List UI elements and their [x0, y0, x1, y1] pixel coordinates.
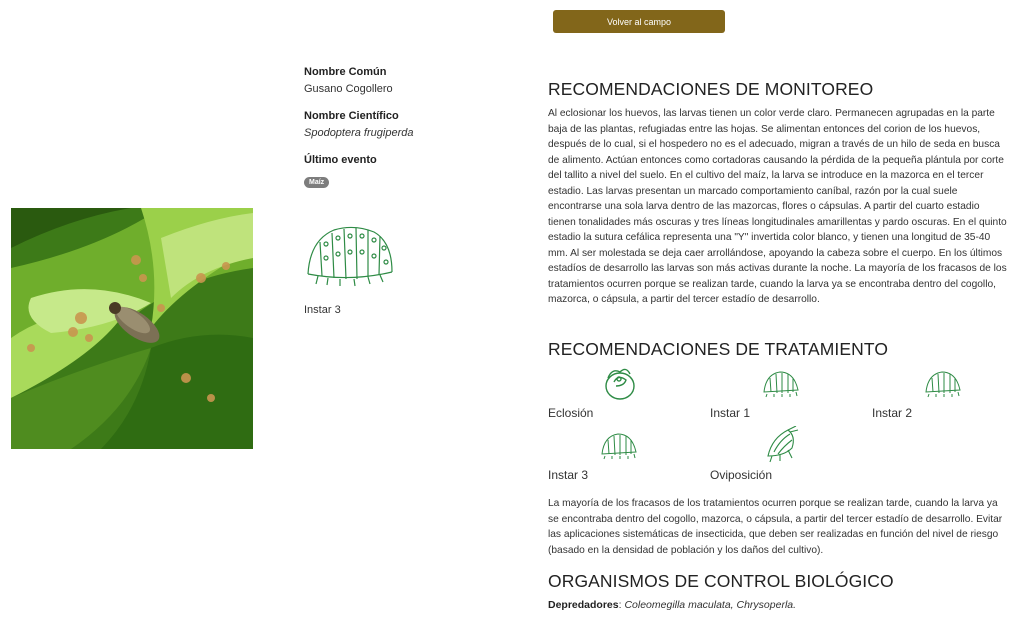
scientific-name-label: Nombre Científico [304, 110, 399, 122]
treatment-section [548, 339, 888, 360]
stage-hatching[interactable] [548, 364, 668, 424]
stage-label: Oviposición [710, 468, 773, 482]
treatment-text: La mayoría de los fracasos de los tratamientos ocurren porque se realizan tarde, cuando la larva ya se encontraba dentro del cogollo, mazorca, o cápsula, a partir del tercer estadío de desarrollo. Evitar las aplicaciones sistemáticas de insecticida, que deben ser realizadas en función del nivel de riesgo (basado en la densidad de población y los daños del cultivo). [548, 498, 1003, 556]
last-event-label: Último evento [304, 154, 377, 166]
biocontrol-section [548, 571, 894, 592]
common-name-value: Gusano Cogollero [304, 83, 393, 95]
stage-oviposition[interactable] [710, 426, 830, 488]
larva-icon [924, 368, 962, 403]
scientific-name-value: Spodoptera frugiperda [304, 127, 414, 139]
biocontrol-title: ORGANISMOS DE CONTROL BIOLÓGICO [548, 571, 894, 591]
treatment-title: RECOMENDACIONES DE TRATAMIENTO [548, 339, 889, 359]
stage-label: Instar 3 [548, 468, 589, 482]
stage-instar-3[interactable] [548, 428, 668, 488]
stage-instar-2[interactable] [872, 364, 992, 424]
hatching-egg-icon [600, 364, 640, 407]
back-to-field-button[interactable]: Volver al campo [553, 10, 725, 33]
moth-icon [762, 426, 802, 469]
treatment-body [548, 496, 1004, 558]
monitoring-title: RECOMENDACIONES DE MONITOREO [548, 79, 874, 99]
stage-label: Instar 1 [710, 406, 751, 420]
predators-label: Depredadores [548, 599, 619, 611]
predators-line: Depredadores: Coleomegilla maculata, Chrysoperla. [548, 599, 797, 611]
larva-icon [600, 430, 638, 465]
crop-badge: Maíz [304, 177, 329, 188]
pest-photo [11, 208, 253, 449]
stage-instar-1[interactable] [710, 364, 830, 424]
predators-value: Coleomegilla maculata, Chrysoperla. [624, 599, 797, 611]
caterpillar-icon [304, 222, 396, 293]
monitoring-text: Al eclosionar los huevos, las larvas tienen un color verde claro. Permanecen agrupadas en la parte baja de las plantas, refugiadas entre las hojas. Se alimentan entonces del corion de los huevos, después de lo cual, si el hospedero no es el adecuado, migran a través de un hilo de seda en busca de alimento. Actúan entonces como cortadoras causando la pérdida de la pequeña plántula por corte del tallito a nivel del suelo. En el cultivo del maíz, la larva se introduce en la mazorca en el tercer estadio. Las larvas presentan un marcado comportamiento caníbal, razón por la cual suele encontrarse una sola larva dentro de las mazorcas, flores o cápsulas. A partir del cuarto estadio tienen tonalidades más oscuras y tres líneas longitudinales amarillentas y pardo oscuras. En el quinto estadio la sutura cefálica representa una "Y" invertida color blanco, y tienen una longitud de 35-40 mm. Al ser molestada se deja caer arrollándose, apoyando la cabeza sobre el cuerpo. En los últimos estadíos de desarrollo las larvas son más activas durante la noche. La mayoría de los fracasos de los tratamientos ocurren porque se realizan tarde, cuando la larva ya se encontraba dentro del cogollo, mazorca, o cápsula, a partir del tercer estadío de desarrollo. [548, 108, 1007, 305]
common-name-label: Nombre Común [304, 66, 387, 78]
stage-label: Instar 2 [872, 406, 913, 420]
current-stage-label: Instar 3 [304, 304, 341, 316]
monitoring-section [548, 79, 873, 100]
stage-label: Eclosión [548, 406, 594, 420]
larva-icon [762, 368, 800, 403]
pest-info-panel [304, 66, 524, 189]
monitoring-body [548, 106, 1008, 308]
